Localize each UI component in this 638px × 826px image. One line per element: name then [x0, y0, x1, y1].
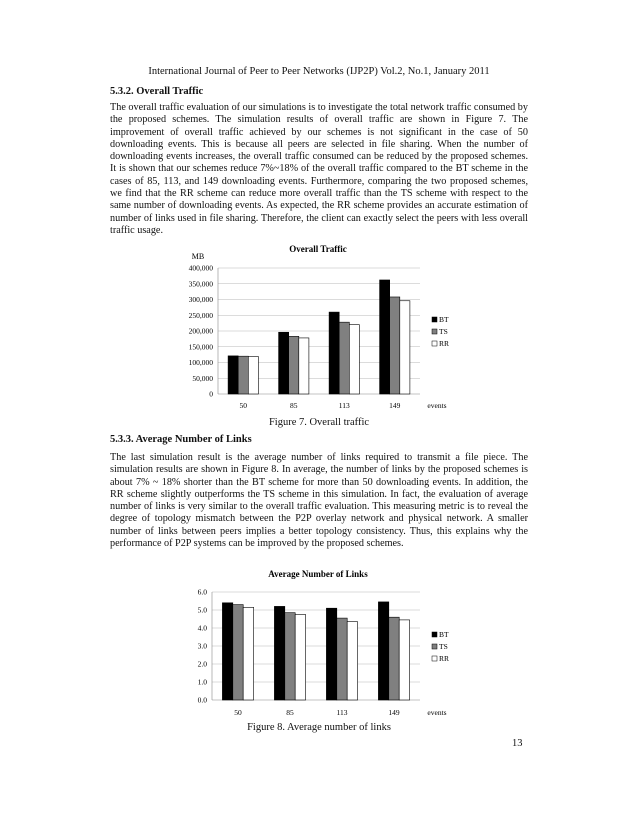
legend-swatch-bt — [432, 632, 437, 637]
legend-label-bt: BT — [439, 630, 449, 639]
y-tick-label: 300,000 — [188, 295, 213, 304]
legend-label-bt: BT — [439, 315, 449, 324]
bar-bt-113 — [326, 608, 336, 700]
section-heading-overall-traffic: 5.3.2. Overall Traffic — [110, 86, 204, 97]
y-tick-label: 5.0 — [197, 605, 207, 615]
journal-header: International Journal of Peer to Peer Networks (IJP2P) Vol.2, No.1, January 2011 — [148, 66, 490, 77]
y-tick-label: 200,000 — [188, 326, 213, 336]
x-axis-label: events — [427, 401, 447, 410]
x-tick-label: 85 — [290, 401, 298, 410]
bar-rr-149 — [399, 620, 409, 700]
legend-swatch-rr — [432, 656, 437, 661]
bar-bt-149 — [378, 602, 388, 700]
legend-swatch-ts — [432, 644, 437, 649]
y-tick-label: 400,000 — [188, 263, 213, 273]
section-heading-average-links: 5.3.3. Average Number of Links — [110, 434, 252, 445]
section-body-overall-traffic: The overall traffic evaluation of our simulations is to investigate the total network traffic consumed by the proposed schemes. The simulation results of overall traffic are shown in Figure 7. The improvement of overall traffic achieved by our schemes is not significant in the case of 50 downloading events. This is because all peers are selected in file sharing. When the number of downloading events increases, the overall traffic consumed can be reduced by the proposed schemes. It is shown that our schemes reduce 7%~18% of the overall traffic compared to the BT scheme in the cases of 85, 113, and 149 downloading events. Furthermore, comparing the two proposed schemes, we find that the RR scheme can reduce more overall traffic than the TS scheme with respect to the same number of downloading events. As expected, the RR scheme provides an accurate estimation of number of links used in file sharing. Therefore, the client can exactly select the peers with less overall traffic usage. — [110, 102, 528, 236]
y-tick-label: 150,000 — [188, 342, 213, 352]
y-tick-label: 2.0 — [197, 659, 207, 669]
bar-ts-50 — [233, 605, 243, 700]
x-tick-label: 50 — [239, 401, 247, 410]
x-tick-label: 149 — [389, 401, 401, 410]
x-axis-label: events — [427, 708, 447, 717]
y-tick-label: 1.0 — [197, 677, 207, 687]
y-tick-label: 0 — [209, 389, 213, 399]
figure-7-caption: Figure 7. Overall traffic — [268, 417, 370, 428]
x-tick-label: 50 — [234, 708, 242, 717]
legend-label-ts: TS — [439, 327, 448, 336]
legend-label-ts: TS — [439, 642, 448, 651]
bar-rr-85 — [295, 615, 305, 701]
y-tick-label: 3.0 — [197, 641, 207, 651]
y-tick-label: 6.0 — [197, 587, 207, 597]
x-tick-label: 113 — [338, 401, 350, 410]
legend-label-rr: RR — [439, 654, 450, 663]
y-tick-label: 100,000 — [188, 358, 213, 367]
y-axis-label: MB — [191, 252, 205, 261]
y-tick-label: 50,000 — [192, 373, 213, 383]
chart-title: Overall Traffic — [289, 244, 347, 254]
bar-rr-50 — [243, 607, 253, 700]
x-tick-label: 113 — [336, 708, 348, 717]
figure-8-caption: Figure 8. Average number of links — [247, 722, 391, 733]
section-body-average-links: The last simulation result is the average number of links required to transmit a file piece. The simulation results are shown in Figure 8. In average, the number of links by the proposed schemes is about 7% ~ 18% shorter than the BT scheme for more than 50 downloading events. In addition, the RR scheme slightly outperforms the TS scheme in this simulation. In fact, the evaluation of average number of links is very similar to the overall traffic evaluation. This measuring metric is to reveal the degree of topology mismatch between the P2P overlay network and physical network. A smaller number of links between peers implies a better topology consistency. Thus, this explains why the performance of P2P systems can be improved by the proposed schemes. — [110, 452, 528, 550]
y-tick-label: 4.0 — [197, 623, 207, 633]
bar-ts-149 — [389, 617, 399, 700]
y-tick-label: 0.0 — [197, 695, 207, 705]
page-number: 13 — [512, 738, 523, 749]
y-tick-label: 250,000 — [188, 310, 213, 320]
bar-bt-85 — [274, 606, 284, 700]
x-tick-label: 85 — [286, 708, 294, 717]
chart-title: Average Number of Links — [268, 569, 368, 579]
bar-bt-50 — [222, 603, 232, 700]
x-tick-label: 149 — [388, 708, 400, 717]
y-tick-label: 350,000 — [188, 279, 213, 289]
bar-ts-85 — [285, 613, 295, 700]
legend-label-rr: RR — [439, 339, 450, 348]
bar-rr-113 — [347, 622, 357, 700]
bar-ts-113 — [337, 618, 347, 700]
